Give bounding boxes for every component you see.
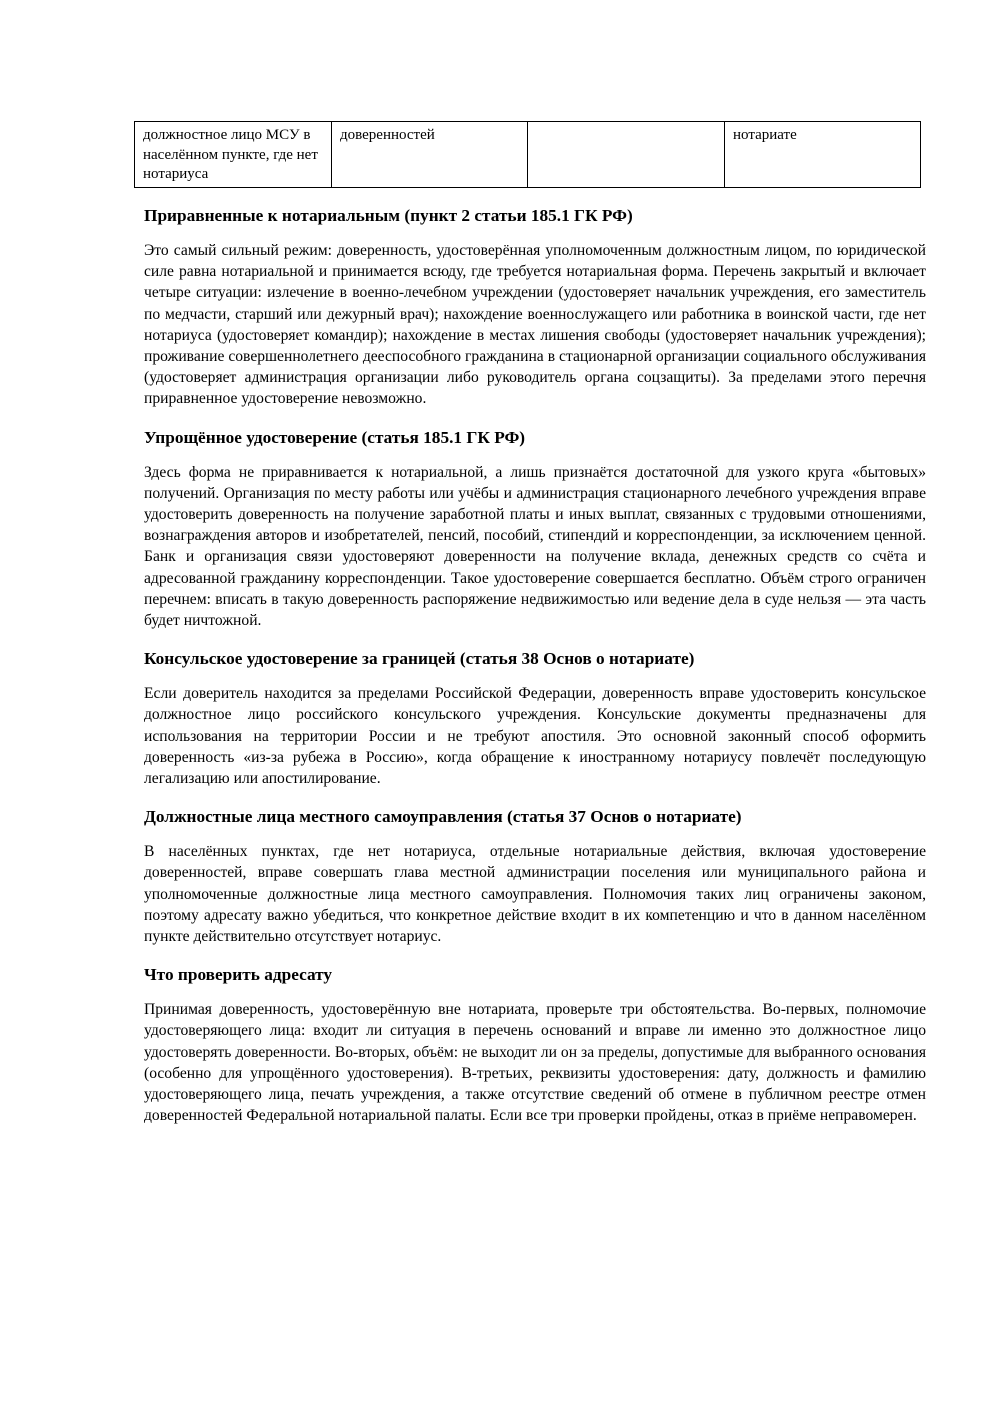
section-simplified [144,427,926,632]
document-body [144,205,926,1144]
section-heading: Упрощённое удостоверение (статья 185.1 ГК РФ) [144,427,526,447]
section-heading: Что проверить адресату [144,965,333,985]
section-paragraph: Это самый сильный режим: доверенность, удостоверённая уполномоченным должностным лицом, по юридической силе равна нотариальной и принимается всюду, где требуется нотариальная форма. Перечень закрытый и включает четыре ситуации: излечение в военно-лечебном учреждении (удостоверяет начальник учреждения, его заместитель по медчасти, старший или дежурный врач); нахождение военнослужащего или работника в воинской части, где нет нотариуса (удостоверяет командир); нахождение в местах лишения свободы (удостоверяет начальник учреждения); проживание совершеннолетнего дееспособного гражданина в стационарной организации социального обслуживания (удостоверяет администрация организации либо руководитель органа соцзащиты). За пределами этого перечня приравненное удостоверение невозможно. [144,242,926,408]
table-row [135,122,921,188]
section-checklist [144,964,926,1126]
table-cell-official: должностное лицо МСУ в населённом пункте, где нет нотариуса [135,122,332,188]
continued-table [134,121,921,188]
section-local-government [144,806,926,947]
section-equivalent [144,205,926,410]
section-heading: Должностные лица местного самоуправления (статья 37 Основ о нотариате) [144,807,742,827]
section-consular [144,648,926,789]
section-paragraph: Если доверитель находится за пределами Российской Федерации, доверенность вправе удостоверить консульское должностное лицо российского консульского учреждения. Консульские документы предназначены для использования на территории России и не требуют апостиля. Это основной законный способ оформить доверенность «из-за рубежа в Россию», когда обращение к иностранному нотариусу повлечёт последующую легализацию или апостилирование. [144,685,926,788]
table-cell-subject: доверенностей [332,122,528,188]
section-paragraph: Здесь форма не приравнивается к нотариальной, а лишь признаётся достаточной для узкого круга «бытовых» получений. Организация по месту работы или учёбы и администрация стационарного лечебного учреждения вправе удостоверить доверенность на получение заработной платы и иных выплат, связанных с трудовыми отношениями, вознаграждения авторов и изобретателей, пенсий, пособий, стипендий и корреспонденции, за исключением ценной. Банк и организация связи удостоверяют доверенности на получение вклада, денежных средств со счёта и адресованной гражданину корреспонденции. Такое удостоверение совершается бесплатно. Объём строго ограничен перечнем: вписать в такую доверенность распоряжение недвижимостью или ведение дела в суде нельзя — эта часть будет ничтожной. [144,463,926,630]
section-paragraph: Принимая доверенность, удостоверённую вне нотариата, проверьте три обстоятельства. Во-первых, полномочие удостоверяющего лица: входит ли ситуация в перечень оснований и вправе ли именно это должностное лицо удостоверять доверенности. Во-вторых, объём: не выходит ли он за пределы, допустимые для выбранного основания (особенно для упрощённого удостоверения). В-третьих, реквизиты удостоверения: дату, должность и фамилию удостоверяющего лица, печать учреждения, а также отсутствие сведений об отмене в публичном реестре отмен доверенностей Федеральной нотариальной палаты. Если все три проверки пройдены, отказ в приёме неправомерен. [144,1001,926,1125]
table-cell-empty [528,122,725,188]
section-paragraph: В населённых пунктах, где нет нотариуса, отдельные нотариальные действия, включая удостоверение доверенностей, вправе совершать глава местной администрации поселения или муниципального района и уполномоченные должностные лица местного самоуправления. Полномочия таких лиц ограничены законом, поэтому адресату важно убедиться, что конкретное действие входит в их компетенцию и что в данном населённом пункте действительно отсутствует нотариус. [144,843,926,946]
section-heading: Приравненные к нотариальным (пункт 2 статьи 185.1 ГК РФ) [144,206,633,225]
table-cell-law: нотариате [725,122,921,188]
section-heading: Консульское удостоверение за границей (статья 38 Основ о нотариате) [144,649,695,669]
